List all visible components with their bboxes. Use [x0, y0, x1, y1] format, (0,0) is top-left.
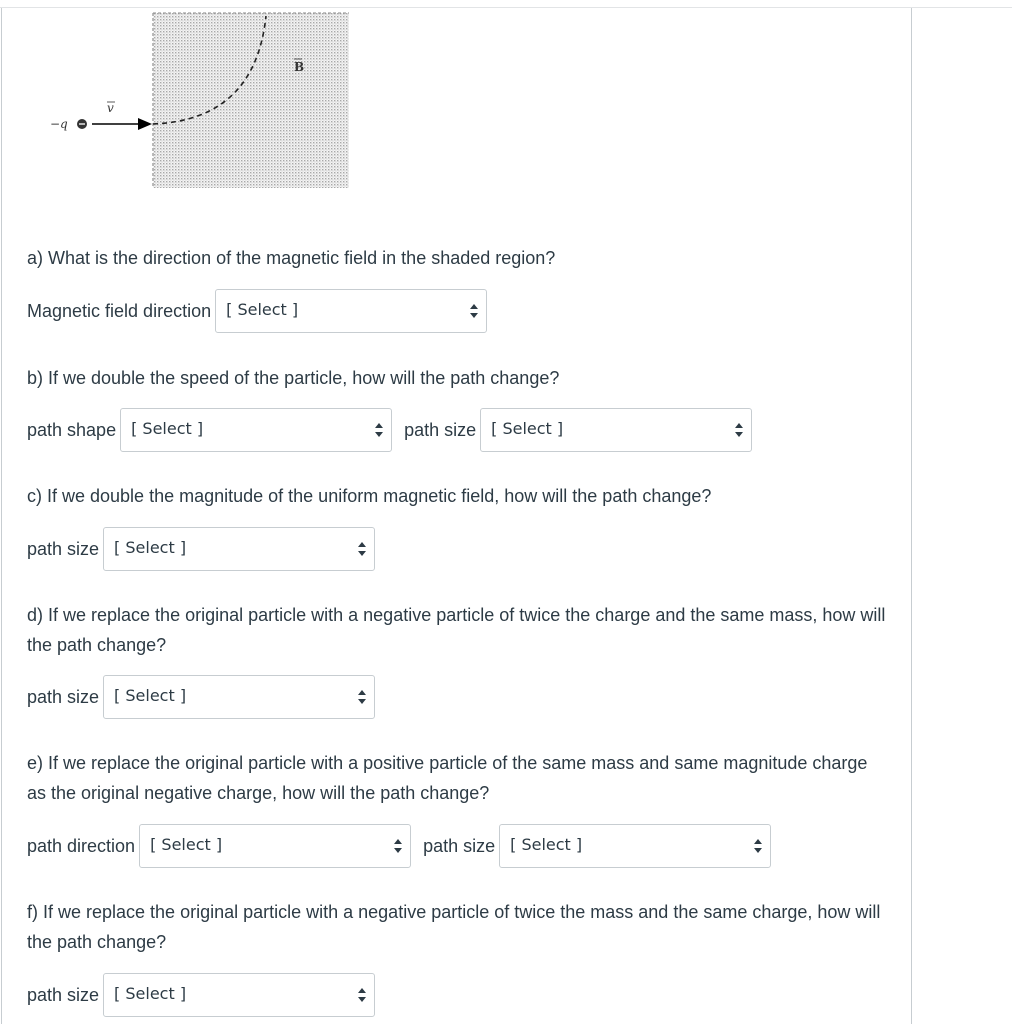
path-shape-select[interactable]: [120, 408, 392, 452]
question-e-prompt: e) If we replace the original particle with a positive particle of the same mass and same magnitude charge as the original negative charge, how will the path change?: [27, 753, 868, 803]
path-shape-label: path shape: [27, 419, 117, 440]
select-value: [ Select ]: [491, 419, 564, 438]
frame-left-border: [1, 8, 2, 1024]
select-updown-arrow-icon: [375, 422, 383, 438]
question-b-answer-row: [27, 407, 752, 453]
select-updown-arrow-icon: [394, 838, 402, 854]
path-size-label: path size: [27, 984, 100, 1005]
path-size-select[interactable]: [499, 824, 771, 868]
select-value: [ Select ]: [131, 419, 204, 438]
select-updown-arrow-icon: [735, 422, 743, 438]
select-value: [ Select ]: [114, 538, 187, 557]
figure-drawing: [40, 10, 360, 195]
charge-label: −q: [50, 117, 68, 131]
question-c-answer-row: [27, 526, 375, 572]
question-a-answer-row: [27, 288, 487, 334]
question-d-prompt: d) If we replace the original particle with a negative particle of twice the charge and the same mass, how will the path change?: [27, 605, 886, 655]
path-direction-select[interactable]: [139, 824, 411, 868]
question-f-answer-row: [27, 972, 375, 1018]
select-updown-arrow-icon: [470, 303, 478, 319]
question-a-prompt: a) What is the direction of the magnetic field in the shaded region?: [27, 248, 556, 268]
field-direction-label: Magnetic field direction: [27, 300, 212, 321]
magnetic-field-figure: [40, 10, 360, 195]
question-f-prompt: f) If we replace the original particle with a negative particle of twice the mass and the same charge, how will the path change?: [27, 902, 881, 952]
frame-right-border: [911, 8, 912, 1024]
path-direction-label: path direction: [27, 835, 136, 856]
select-value: [ Select ]: [226, 300, 299, 319]
select-value: [ Select ]: [510, 835, 583, 854]
velocity-arrow-head: [138, 118, 152, 130]
frame-top-border: [0, 7, 1012, 8]
path-size-select[interactable]: [103, 675, 375, 719]
path-size-label: path size: [27, 538, 100, 559]
path-size-label: path size: [404, 419, 477, 440]
question-d-answer-row: [27, 674, 375, 720]
question-c-prompt: c) If we double the magnitude of the uniform magnetic field, how will the path change?: [27, 486, 712, 506]
select-updown-arrow-icon: [754, 838, 762, 854]
question-e-answer-row: [27, 823, 771, 869]
select-updown-arrow-icon: [358, 689, 366, 705]
velocity-label: v: [107, 101, 114, 115]
field-direction-select[interactable]: [215, 289, 487, 333]
select-updown-arrow-icon: [358, 541, 366, 557]
question-b-prompt: b) If we double the speed of the particle, how will the path change?: [27, 368, 560, 388]
path-size-label: path size: [27, 686, 100, 707]
path-size-select[interactable]: [103, 973, 375, 1017]
field-label: B: [294, 60, 305, 74]
select-value: [ Select ]: [114, 984, 187, 1003]
shaded-field-region: [153, 13, 349, 188]
select-value: [ Select ]: [114, 686, 187, 705]
path-size-label: path size: [423, 835, 496, 856]
path-size-select[interactable]: [103, 527, 375, 571]
select-updown-arrow-icon: [358, 987, 366, 1003]
path-size-select[interactable]: [480, 408, 752, 452]
select-value: [ Select ]: [150, 835, 223, 854]
